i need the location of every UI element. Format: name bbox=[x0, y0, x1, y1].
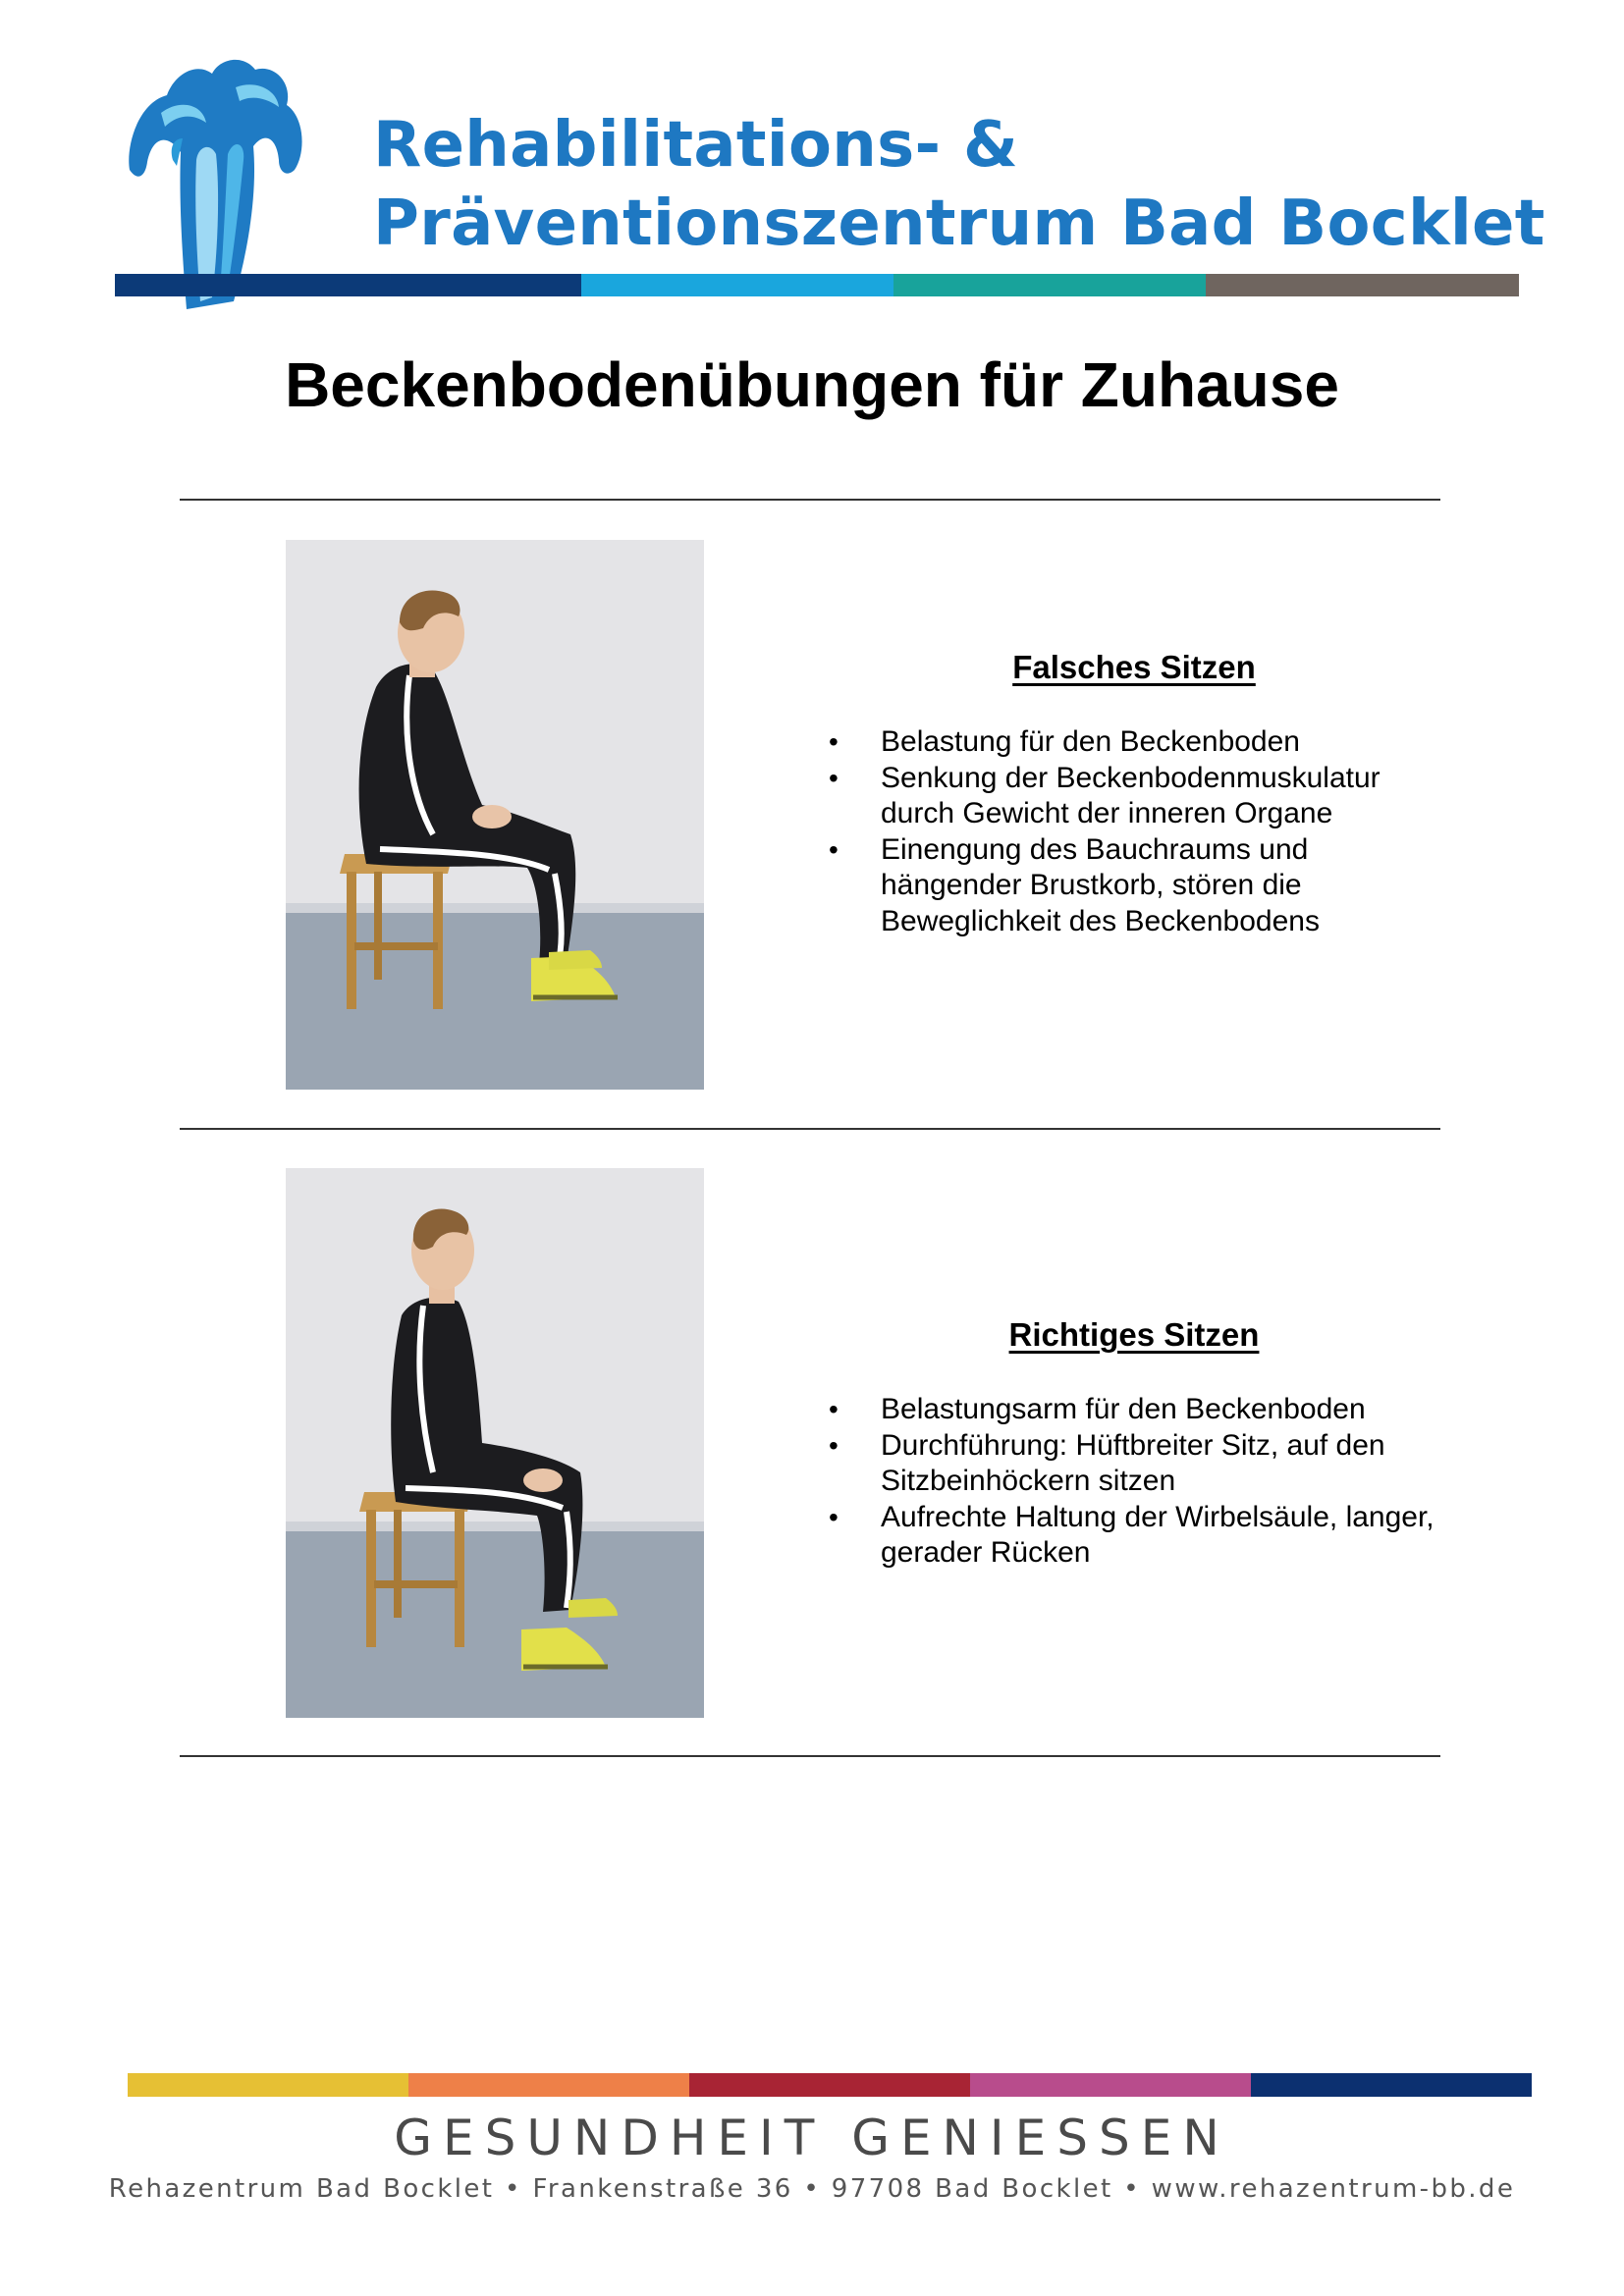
exercise-heading: Richtiges Sitzen bbox=[1008, 1316, 1260, 1353]
organization-name-line2: Präventionszentrum Bad Bocklet bbox=[373, 187, 1545, 260]
exercise-heading: Falsches Sitzen bbox=[1012, 649, 1256, 685]
page-title: Beckenbodenübungen für Zuhause bbox=[285, 349, 1339, 420]
fountain-logo-icon bbox=[118, 44, 314, 309]
bullet-item: • Einengung des Bauchraums und hängender Brustkorb, stören die Beweglichkeit des Beckenbodens bbox=[820, 832, 1448, 940]
bullet-item: • Aufrechte Haltung der Wirbelsäule, langer, gerader Rücken bbox=[820, 1500, 1448, 1572]
bullet-item: • Belastung für den Beckenboden bbox=[820, 724, 1448, 761]
header-bar-segment bbox=[1206, 274, 1519, 296]
bullet-item: • Durchführung: Hüftbreiter Sitz, auf den Sitzbeinhöckern sitzen bbox=[820, 1428, 1448, 1500]
header-color-bar bbox=[115, 274, 1519, 296]
footer-bar-segment bbox=[1251, 2073, 1532, 2097]
footer-slogan: GESUNDHEIT GENIESSEN bbox=[394, 2109, 1230, 2166]
header-bar-segment bbox=[893, 274, 1206, 296]
bullet-item: • Belastungsarm für den Beckenboden bbox=[820, 1392, 1448, 1428]
organization-name bbox=[373, 106, 1545, 263]
exercise-text bbox=[820, 1315, 1448, 1572]
exercise-text bbox=[820, 648, 1448, 939]
divider bbox=[180, 1755, 1440, 1757]
footer-bar-segment bbox=[128, 2073, 408, 2097]
footer-bar-segment bbox=[970, 2073, 1251, 2097]
divider bbox=[180, 499, 1440, 501]
footer-bar-segment bbox=[408, 2073, 689, 2097]
photo-man-sitting-upright bbox=[286, 1168, 704, 1718]
header bbox=[0, 0, 1624, 314]
bullet-list bbox=[820, 1392, 1448, 1572]
photo-man-sitting-slouched bbox=[286, 540, 704, 1090]
bullet-list bbox=[820, 724, 1448, 939]
footer-color-bar bbox=[128, 2073, 1532, 2097]
footer-address: Rehazentrum Bad Bocklet • Frankenstraße 36 • 97708 Bad Bocklet • www.rehazentrum-bb.de bbox=[108, 2174, 1516, 2204]
bullet-item: • Senkung der Beckenbodenmuskulatur durch Gewicht der inneren Organe bbox=[820, 761, 1448, 832]
header-bar-segment bbox=[115, 274, 581, 296]
divider bbox=[180, 1128, 1440, 1130]
header-bar-segment bbox=[581, 274, 893, 296]
footer-bar-segment bbox=[689, 2073, 970, 2097]
exercise-correct-sitting bbox=[0, 1168, 1624, 1718]
exercise-wrong-sitting bbox=[0, 540, 1624, 1090]
organization-name-line1: Rehabilitations- & bbox=[373, 109, 1019, 182]
